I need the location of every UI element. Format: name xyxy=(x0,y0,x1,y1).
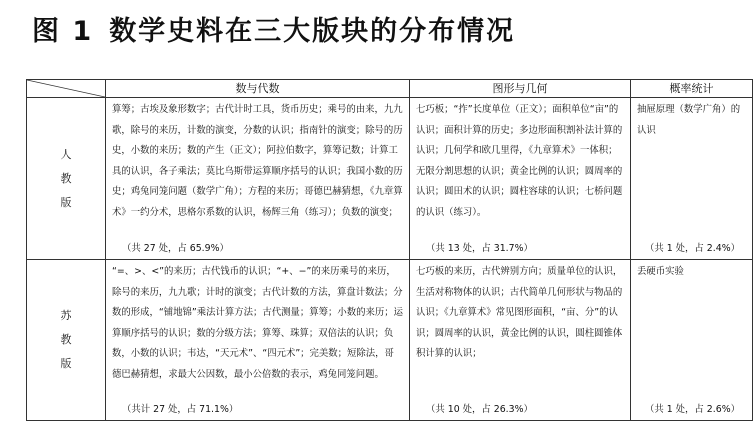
edition-cell-sujiao xyxy=(27,260,106,421)
geometry-total: （共 13 处，占 31.7%） xyxy=(426,242,533,254)
geometry-cell-renjiao xyxy=(410,98,631,260)
distribution-table xyxy=(26,79,753,421)
geometry-total: （共 10 处，占 26.3%） xyxy=(426,403,533,415)
geometry-text: 七巧板的来历，古代辨别方向；质量单位的认识，生活对称物体的认识；古代简单几何形状与物品的认识；《九章算术》常见图形面积，“亩、分”的认识；圆周率的认识，黄金比例的认识，圆柱圆锥体积计算的认识； xyxy=(416,266,623,359)
number-algebra-text: 算筹；古埃及象形数字；古代计时工具，货币历史；乘号的由来，九九歌，除号的来历，计数的演变，分数的认识；指南针的演变；除号的历史，小数的来历；数的产生（正文）；阿拉伯数字，算筹记数；计算工具的认识，各子乘法；莫比乌斯带运算顺序括号的认识；我国小数的历史；鸡兔同笼问题（数学广角）；方程的来历；哥德巴赫猜想，《九章算术》一约分术，思格尔系数的认识，杨辉三角（练习）；负数的演变； xyxy=(112,104,403,218)
header-probability: 概率统计 xyxy=(631,80,753,98)
edition-cell-renjiao xyxy=(27,98,106,260)
figure-caption: 数学史料在三大版块的分布情况 xyxy=(109,16,516,47)
probability-cell-renjiao xyxy=(631,98,753,260)
number-algebra-cell-sujiao xyxy=(106,260,410,421)
diagonal-header-cell xyxy=(27,80,106,98)
figure-label: 图 1 xyxy=(32,16,94,47)
table-row-sujiao xyxy=(27,260,753,421)
edition-char: 人 xyxy=(60,147,72,161)
edition-char: 苏 xyxy=(60,309,72,322)
edition-char: 教 xyxy=(60,171,72,185)
number-algebra-total: （共计 27 处，占 71.1%） xyxy=(122,403,239,415)
probability-total: （共 1 处，占 2.6%） xyxy=(645,403,740,415)
probability-text: 丢硬币实验 xyxy=(637,266,684,277)
probability-total: （共 1 处，占 2.4%） xyxy=(645,242,740,254)
edition-char: 教 xyxy=(60,333,72,346)
diagonal-line xyxy=(27,80,105,97)
geometry-text: 七巧板；“拃”长度单位（正文）；面积单位“亩”的认识；面积计算的历史；多边形面积割补法计算的认识；几何学和欧几里得，《九章算术》一体积；无限分割思想的认识；黄金比例的认识；圆周率的认识；圆田术的认识；圆柱容球的认识；七桥问题的认识（练习）。 xyxy=(416,104,623,218)
number-algebra-total: （共 27 处，占 65.9%） xyxy=(122,242,229,254)
header-geometry: 图形与几何 xyxy=(410,80,631,98)
probability-text: 抽屉原理（数学广角）的认识 xyxy=(637,104,741,136)
edition-char: 版 xyxy=(60,357,72,370)
probability-cell-sujiao xyxy=(631,260,753,421)
figure-title xyxy=(32,8,515,56)
table-row-renjiao xyxy=(27,98,753,260)
number-algebra-text: “=、>、<”的来历；古代钱币的认识；“+、−”的来历乘号的来历，除号的来历，九九歌；计时的演变；古代计数的方法，算盘计数法；分数的形成，“铺地锦”乘法计算方法；古代测量；算筹；小数的来历；运算顺序括号的认识；数的分级方法；算筹、珠算；双倍法的认识；负数，小数的认识；韦达，“天元术”、“四元术”；完美数；短除法，哥德巴赫猜想，求最大公因数，最小公倍数的表示，鸡兔同笼问题。 xyxy=(112,266,403,380)
number-algebra-cell-renjiao xyxy=(106,98,410,260)
edition-char: 版 xyxy=(60,195,72,209)
header-row xyxy=(27,80,753,98)
geometry-cell-sujiao xyxy=(410,260,631,421)
header-number-algebra: 数与代数 xyxy=(106,80,410,98)
